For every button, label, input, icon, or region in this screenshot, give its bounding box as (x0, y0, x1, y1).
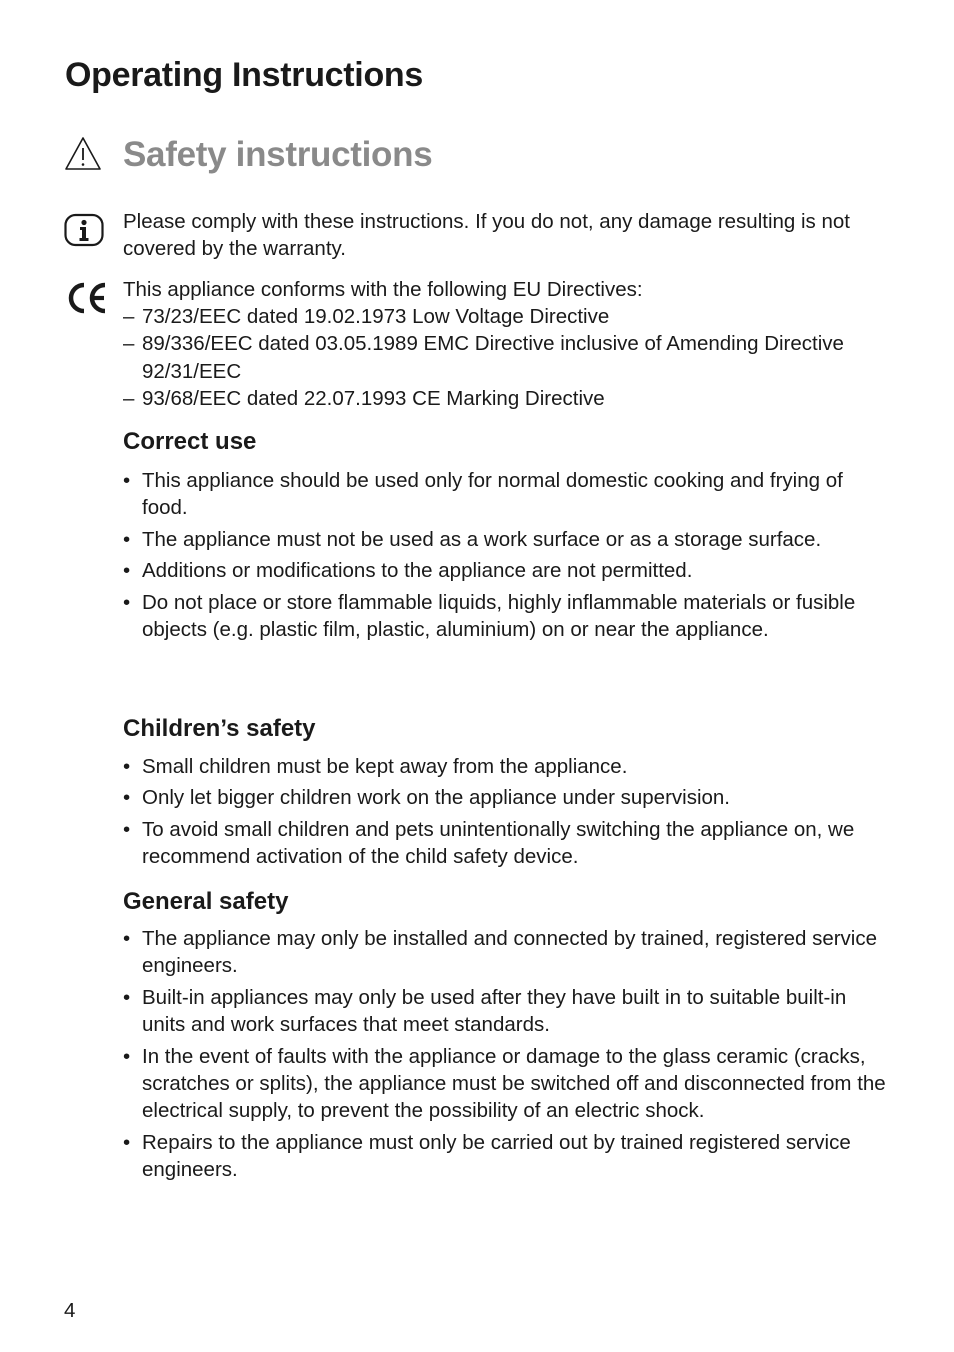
list-item: • Repairs to the appliance must only be carried out by trained registered service engineers. (123, 1130, 851, 1181)
general-safety-list (123, 925, 893, 1187)
ce-intro: This appliance conforms with the following EU Directives: (123, 278, 643, 301)
info-icon (64, 212, 104, 248)
list-item: • Only let bigger children work on the appliance under supervision. (123, 786, 731, 810)
list-item: – 93/68/EEC dated 22.07.1993 CE Marking Directive (123, 386, 605, 410)
list-item: • Do not place or store flammable liquids, highly inflammable materials or fusible objects (e.g. plastic film, plastic, aluminium) on or near the appliance. (123, 590, 856, 642)
list-item: • To avoid small children and pets unintentionally switching the appliance on, we recommend activation of the child safety device. (123, 817, 855, 869)
list-item: • This appliance should be used only for normal domestic cooking and frying of food. (123, 469, 843, 520)
childrens-safety-list (123, 753, 893, 875)
info-note: Please comply with these instructions. If you do not, any damage resulting is not covered by the warranty. (123, 210, 850, 261)
section-title-safety: Safety instructions (123, 135, 433, 174)
correct-use-list (123, 467, 893, 648)
page-title: Operating Instructions (65, 56, 423, 94)
section-heading-general-safety: General safety (123, 888, 289, 915)
list-item: • Additions or modifications to the appliance are not permitted. (123, 559, 693, 583)
warning-triangle-icon (64, 136, 102, 172)
list-item: • In the event of faults with the appliance or damage to the glass ceramic (cracks, scratches or splits), the appliance must be switched off and disconnected from the electrical supply, to prevent the possibility of an electric shock. (123, 1044, 886, 1123)
list-item: • Built-in appliances may only be used after they have built in to suitable built-in units and work surfaces that meet standards. (123, 985, 847, 1037)
ce-mark-icon (64, 280, 108, 316)
list-item: – 89/336/EEC dated 03.05.1989 EMC Directive inclusive of Amending Directive 92/31/EEC (123, 332, 844, 383)
section-heading-correct-use: Correct use (123, 428, 257, 455)
directives-list (123, 303, 893, 412)
section-heading-childrens-safety: Children’s safety (123, 715, 316, 742)
list-item: • Small children must be kept away from the appliance. (123, 755, 628, 778)
list-item: • The appliance may only be installed and connected by trained, registered service engineers. (123, 927, 878, 978)
list-item: • The appliance must not be used as a work surface or as a storage surface. (123, 527, 822, 551)
page-number: 4 (64, 1299, 76, 1322)
list-item: – 73/23/EEC dated 19.02.1973 Low Voltage Directive (123, 305, 610, 328)
